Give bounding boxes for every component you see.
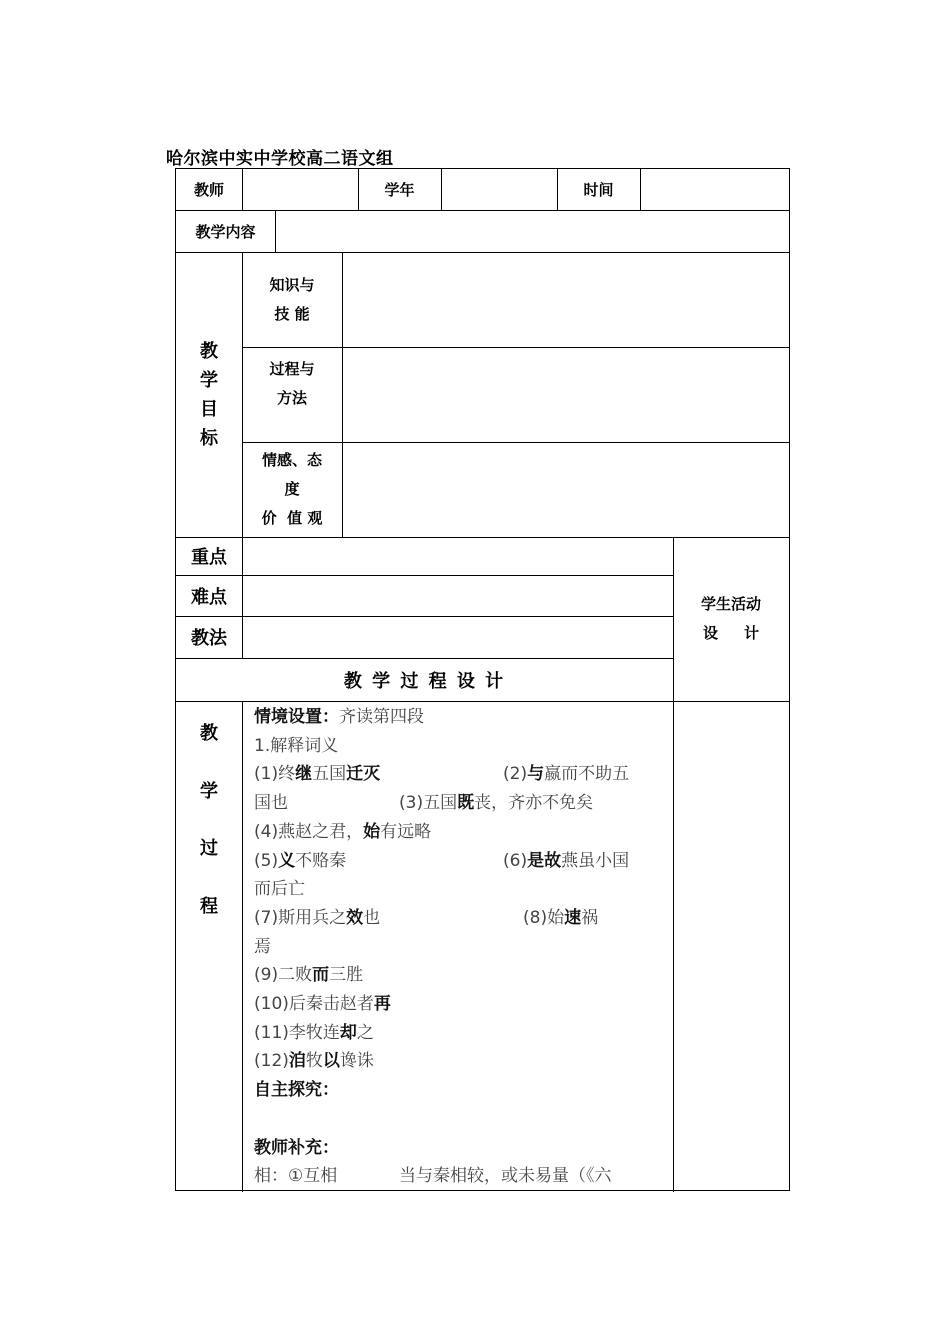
- student-activity-label: 学生活动 设 计: [700, 595, 761, 642]
- items-7-8: (7)斯用兵之效也 (8)始速祸: [254, 907, 599, 928]
- process-method-label: 过程与 方法: [269, 360, 315, 407]
- teacher-supplement-label: 教师补充：: [254, 1137, 339, 1158]
- item-6-cont: 而后亡: [254, 879, 305, 900]
- teaching-content-label: 教学内容: [195, 222, 256, 241]
- item-8-cont: 焉: [254, 936, 271, 957]
- supplement-line: 相：①互相 当与秦相较，或未易量（《六: [254, 1166, 612, 1187]
- explain-title: 1.解释词义: [254, 735, 339, 756]
- items-5-6: (5)义不赂秦 (6)是故燕虽小国: [254, 850, 630, 871]
- teaching-process-label: 教 学 过 程: [200, 723, 218, 917]
- knowledge-skill-label: 知识与 技 能: [269, 275, 315, 323]
- item-12: (12)洎牧以谗诛: [254, 1051, 374, 1072]
- emotion-values-label: 情感、态 度 价 值 观: [261, 451, 323, 527]
- item-10: (10)后秦击赵者再: [254, 994, 391, 1015]
- blank-line: [254, 1105, 669, 1134]
- difficulty-label: 难点: [191, 586, 227, 608]
- item-9: (9)二败而三胜: [254, 965, 364, 986]
- self-explore-label: 自主探究：: [254, 1080, 339, 1101]
- item-11: (11)李牧连却之: [254, 1022, 374, 1043]
- teacher-label: 教师: [193, 181, 224, 199]
- items-1-2: (1)终继五国迁灭 (2)与嬴而不助五: [254, 764, 630, 785]
- lesson-plan-table: [175, 168, 790, 1191]
- school-header: 哈尔滨中实中学校高二语文组: [166, 149, 394, 169]
- key-point-label: 重点: [191, 547, 227, 568]
- time-label: 时间: [583, 181, 614, 199]
- scenario-line: 情境设置：齐读第四段: [254, 707, 424, 727]
- method-label: 教法: [191, 628, 227, 649]
- teaching-goals-label: 教 学 目 标: [200, 340, 218, 449]
- items-2-3: 国也 (3)五国既丧，齐亦不免矣: [254, 793, 594, 814]
- year-label: 学年: [384, 181, 415, 199]
- process-content: [254, 703, 669, 1191]
- item-4: (4)燕赵之君，始有远略: [254, 821, 432, 842]
- process-design-title: 教 学 过 程 设 计: [343, 670, 506, 692]
